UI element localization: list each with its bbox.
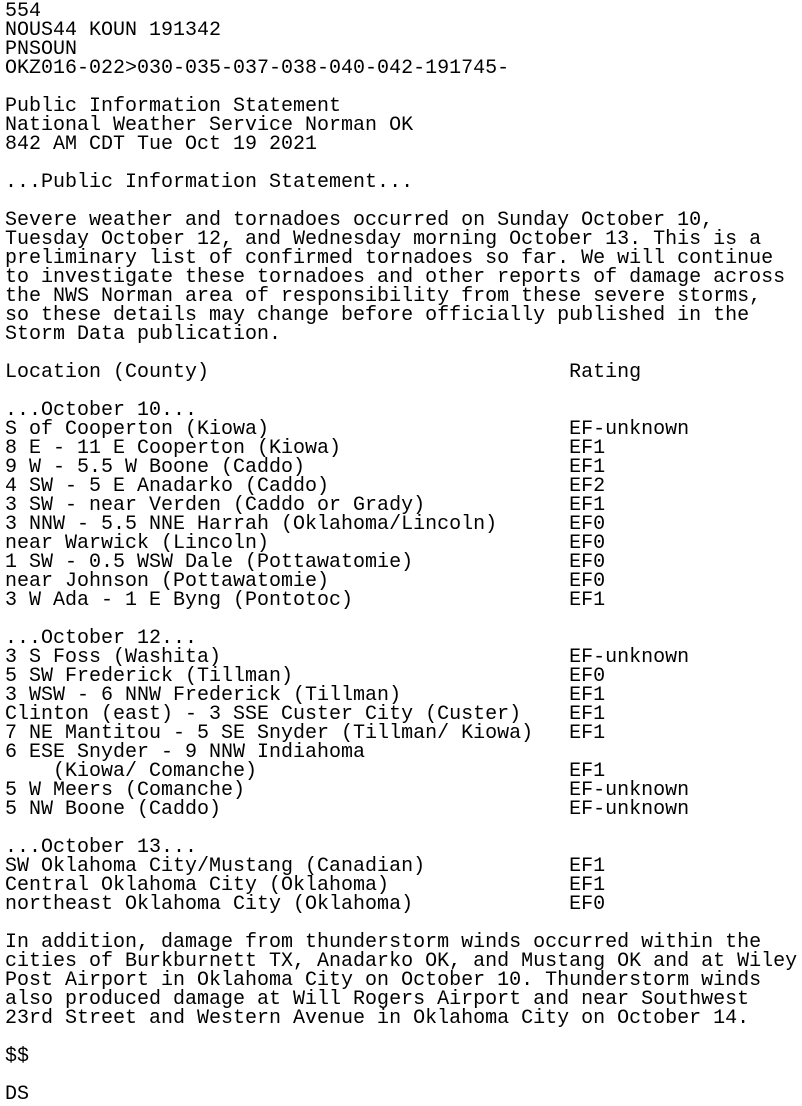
text-line: Clinton (east) - 3 SSE Custer City (Custer) EF1: [5, 703, 606, 726]
text-line: northeast Oklahoma City (Oklahoma) EF0: [5, 893, 606, 916]
text-line: 23rd Street and Western Avenue in Oklahoma City on October 14.: [5, 1007, 750, 1030]
text-line: Storm Data publication.: [5, 323, 282, 346]
text-line: 9 W - 5.5 W Boone (Caddo) EF1: [5, 456, 606, 479]
text-line: NOUS44 KOUN 191342: [5, 19, 222, 42]
text-line: ...October 13...: [5, 836, 198, 859]
text-line: Central Oklahoma City (Oklahoma) EF1: [5, 874, 606, 897]
text-line: 3 S Foss (Washita) EF-unknown: [5, 646, 690, 669]
text-line: the NWS Norman area of responsibility from these severe storms,: [5, 285, 762, 308]
text-line: SW Oklahoma City/Mustang (Canadian) EF1: [5, 855, 606, 878]
text-line: 3 NNW - 5.5 NNE Harrah (Oklahoma/Lincoln) EF0: [5, 513, 606, 536]
text-line: 8 E - 11 E Cooperton (Kiowa) EF1: [5, 437, 606, 460]
text-line: near Johnson (Pottawatomie) EF0: [5, 570, 606, 593]
text-line: 3 SW - near Verden (Caddo or Grady) EF1: [5, 494, 606, 517]
text-line: $$: [5, 1045, 30, 1068]
text-line: OKZ016-022>030-035-037-038-040-042-191745-: [5, 57, 510, 80]
text-line: 7 NE Mantitou - 5 SE Snyder (Tillman/ Kiowa) EF1: [5, 722, 606, 745]
text-line: Location (County) Rating: [5, 361, 642, 384]
text-line: [5, 1028, 802, 1047]
text-line: Public Information Statement: [5, 95, 342, 118]
text-line: [5, 1066, 802, 1085]
text-line: ...Public Information Statement...: [5, 171, 414, 194]
text-line: near Warwick (Lincoln) EF0: [5, 532, 606, 555]
text-line: (Kiowa/ Comanche) EF1: [5, 760, 606, 783]
text-line: cities of Burkburnett TX, Anadarko OK, and Mustang OK and at Wiley: [5, 950, 798, 973]
text-line: National Weather Service Norman OK: [5, 114, 414, 137]
text-line: 1 SW - 0.5 WSW Dale (Pottawatomie) EF0: [5, 551, 606, 574]
text-line: 4 SW - 5 E Anadarko (Caddo) EF2: [5, 475, 606, 498]
text-line: 554: [5, 0, 42, 23]
text-line: ...October 12...: [5, 627, 198, 650]
text-line: 5 SW Frederick (Tillman) EF0: [5, 665, 606, 688]
text-line: S of Cooperton (Kiowa) EF-unknown: [5, 418, 690, 441]
text-line: In addition, damage from thunderstorm winds occurred within the: [5, 931, 762, 954]
text-line: DS: [5, 1083, 30, 1106]
text-line: ...October 10...: [5, 399, 198, 422]
text-line: Severe weather and tornadoes occurred on Sunday October 10,: [5, 209, 714, 232]
text-line: Post Airport in Oklahoma City on October 10. Thunderstorm winds: [5, 969, 762, 992]
text-line: 5 W Meers (Comanche) EF-unknown: [5, 779, 690, 802]
text-line: also produced damage at Will Rogers Airport and near Southwest: [5, 988, 750, 1011]
text-line: to investigate these tornadoes and other reports of damage across: [5, 266, 786, 289]
text-line: Tuesday October 12, and Wednesday morning October 13. This is a: [5, 228, 762, 251]
text-line: 6 ESE Snyder - 9 NNW Indiahoma: [5, 741, 366, 764]
text-line: so these details may change before officially published in the: [5, 304, 750, 327]
text-line: preliminary list of confirmed tornadoes so far. We will continue: [5, 247, 774, 270]
text-line: 5 NW Boone (Caddo) EF-unknown: [5, 798, 690, 821]
text-line: 842 AM CDT Tue Oct 19 2021: [5, 133, 318, 156]
text-line: 3 WSW - 6 NNW Frederick (Tillman) EF1: [5, 684, 606, 707]
text-line: PNSOUN: [5, 38, 78, 61]
text-line: 3 W Ada - 1 E Byng (Pontotoc) EF1: [5, 589, 606, 612]
